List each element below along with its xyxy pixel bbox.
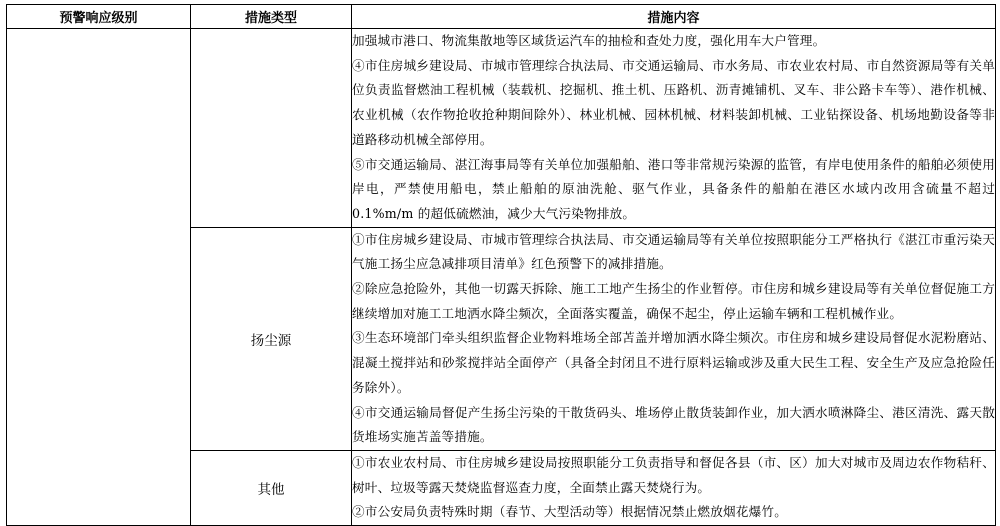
content-cell-vehicle bbox=[352, 29, 996, 228]
table-row-vehicle bbox=[7, 29, 996, 228]
measure-paragraph: 加强城市港口、物流集散地等区域货运汽车的抽检和查处力度，强化用车大户管理。 bbox=[352, 33, 826, 48]
measure-paragraph: ②除应急抢险外，其他一切露天拆除、施工工地产生扬尘的作业暂停。市住房和城乡建设局等有关单位督促施工方继续增加对施工工地洒水降尘频次，全面落实覆盖，确保不起尘，停止运输车辆和工程机械作业。 bbox=[352, 281, 995, 321]
type-cell-dust: 扬尘源 bbox=[191, 227, 352, 450]
header-content: 措施内容 bbox=[352, 5, 996, 29]
measure-paragraph: ①市住房城乡建设局、市城市管理综合执法局、市交通运输局等有关单位按照职能分工严格执行《湛江市重污染天气施工扬尘应急减排项目清单》红色预警下的减排措施。 bbox=[352, 231, 995, 272]
measure-paragraph: ②市公安局负责特殊时期（春节、大型活动等）根据情况禁止燃放烟花爆竹。 bbox=[352, 504, 787, 520]
header-level: 预警响应级别 bbox=[7, 5, 191, 29]
type-cell-other: 其他 bbox=[191, 450, 352, 525]
level-cell bbox=[7, 29, 191, 526]
measure-paragraph: ③生态环境部门牵头组织监督企业物料堆场全部苫盖并增加洒水降尘频次。市住房和城乡建设局督促水泥粉磨站、混凝土搅拌站和砂浆搅拌站全面停产（具备全封闭且不进行原料运输或涉及重大民生工程、安全生产及应急抢险任务除外）。 bbox=[352, 330, 995, 395]
content-cell-other bbox=[352, 450, 996, 525]
measures-table bbox=[6, 4, 996, 526]
measure-paragraph: ①市农业农村局、市住房城乡建设局按照职能分工负责指导和督促各县（市、区）加大对城市及周边农作物秸秆、树叶、垃圾等露天焚烧监督巡查力度，全面禁止露天焚烧行为。 bbox=[352, 454, 995, 495]
header-type: 措施类型 bbox=[191, 5, 352, 29]
measure-paragraph: ④市交通运输局督促产生扬尘污染的干散货码头、堆场停止散货装卸作业，加大洒水喷淋降尘、港区清洗、露天散货堆场实施苫盖等措施。 bbox=[352, 404, 995, 445]
content-cell-dust bbox=[352, 227, 996, 450]
type-cell-continued bbox=[191, 29, 352, 228]
measure-paragraph: ⑤市交通运输局、湛江海事局等有关单位加强船舶、港口等非常规污染源的监管，有岸电使用条件的船舶必须使用岸电，严禁使用船电，禁止船舶的原油洗舱、驱气作业，具备条件的船舶在港区水域内改用含硫量不超过 0.1%m/m 的超低硫燃油，减少大气污染物排放。 bbox=[352, 156, 995, 221]
measure-paragraph: ④市住房城乡建设局、市城市管理综合执法局、市交通运输局、市水务局、市农业农村局、市自然资源局等有关单位负责监督燃油工程机械（装载机、挖掘机、推土机、压路机、沥青摊铺机、叉车、非公路卡车等）、港作机械、农业机械（农作物抢收抢种期间除外）、林业机械、园林机械、材料装卸机械、工业钻探设备、机场地勤设备等非道路移动机械全部停用。 bbox=[352, 57, 995, 147]
header-row bbox=[7, 5, 996, 29]
